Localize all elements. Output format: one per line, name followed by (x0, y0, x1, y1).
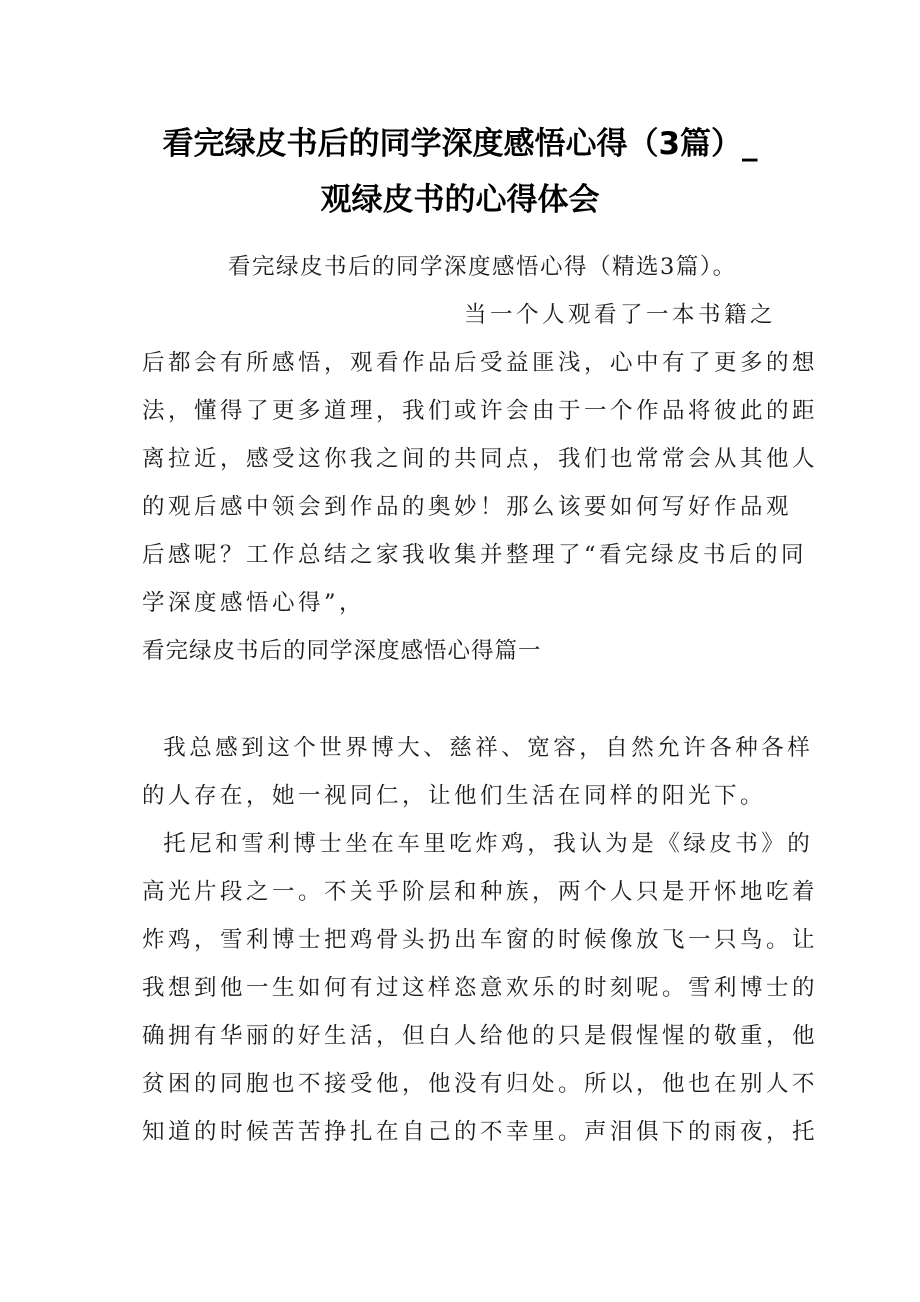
body-line: 托尼和雪利博士坐在车里吃炸鸡，我认为是《绿皮书》的 (142, 831, 814, 857)
intro-line: 学深度感悟心得”， (142, 590, 366, 616)
document-title-line-1: 看完绿皮书后的同学深度感悟心得（3篇）_ (162, 126, 758, 162)
intro-line: 的观后感中领会到作品的奥妙！那么该要如何写好作品观 (142, 494, 793, 520)
intro-line: 离拉近，感受这你我之间的共同点，我们也常常会从其他人 (142, 446, 819, 472)
body-line: 我想到他一生如何有过这样恣意欢乐的时刻呢。雪利博士的 (142, 975, 819, 1001)
document-title-line-2: 观绿皮书的心得体会 (320, 182, 600, 218)
intro-line: 后感呢？工作总结之家我收集并整理了“看完绿皮书后的同 (142, 542, 808, 568)
body-line: 知道的时候苦苦挣扎在自己的不幸里。声泪俱下的雨夜，托 (142, 1119, 819, 1145)
intro-line: 法，懂得了更多道理，我们或许会由于一个作品将彼此的距 (142, 398, 819, 424)
intro-line: 后都会有所感悟，观看作品后受益匪浅，心中有了更多的想 (142, 350, 819, 376)
intro-line: 当一个人观看了一本书籍之 (464, 302, 777, 328)
body-line: 炸鸡，雪利博士把鸡骨头扔出车窗的时候像放飞一只鸟。让 (142, 927, 819, 953)
body-line: 确拥有华丽的好生活，但白人给他的只是假惺惺的敬重，他 (142, 1023, 819, 1049)
section-heading: 看完绿皮书后的同学深度感悟心得篇一 (142, 638, 542, 664)
body-line: 的人存在，她一视同仁，让他们生活在同样的阳光下。 (142, 783, 767, 809)
body-line: 我总感到这个世界博大、慈祥、宽容，自然允许各种各样 (142, 735, 814, 761)
document-subtitle: 看完绿皮书后的同学深度感悟心得（精选3篇）。 (228, 254, 737, 280)
body-line: 高光片段之一。不关乎阶层和种族，两个人只是开怀地吃着 (142, 879, 819, 905)
body-line: 贫困的同胞也不接受他，他没有归处。所以，他也在别人不 (142, 1071, 819, 1097)
